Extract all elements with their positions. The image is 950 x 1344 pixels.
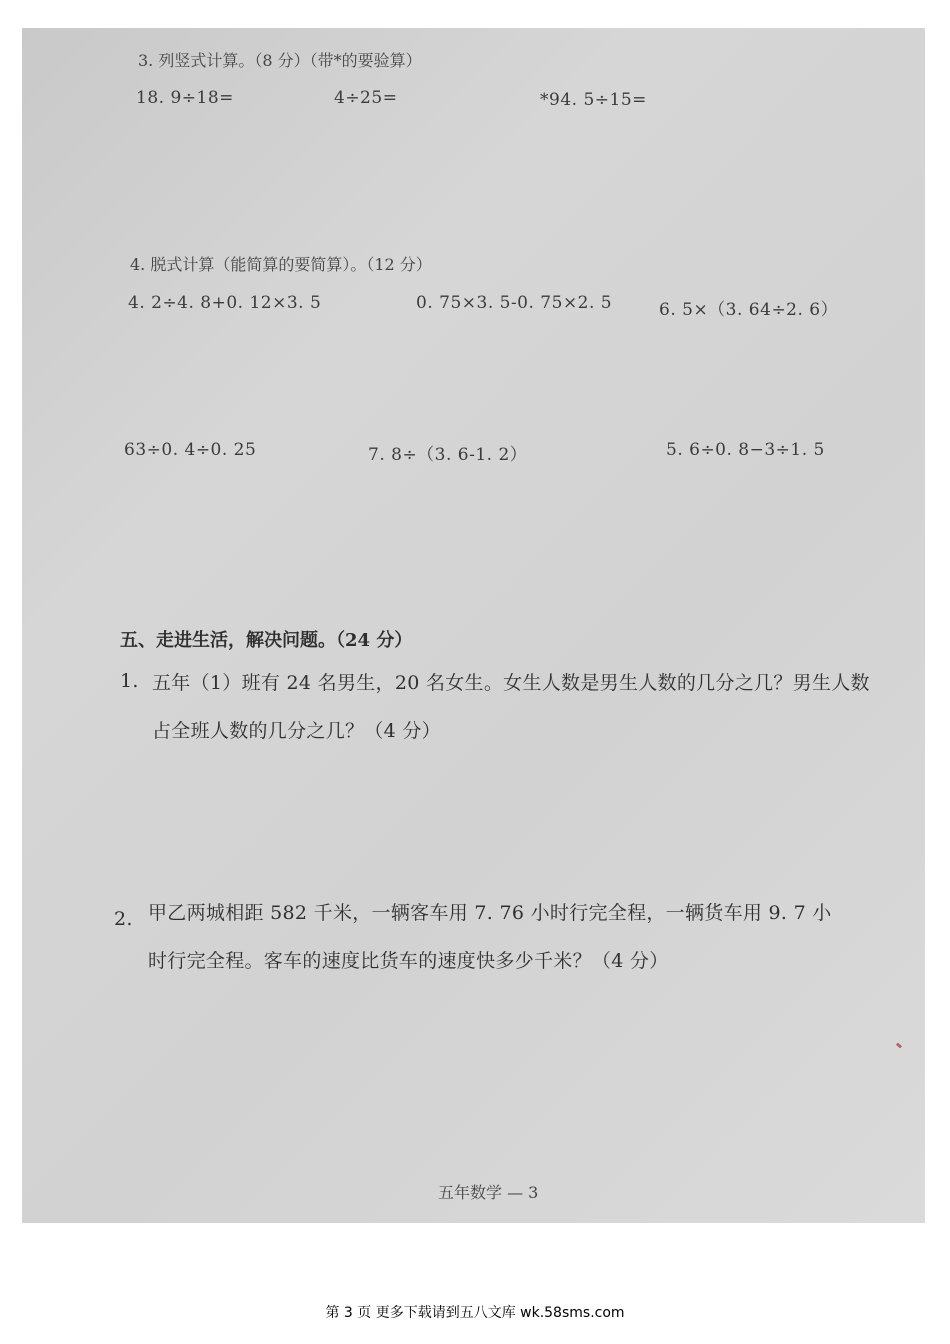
ink-speck — [896, 1042, 903, 1048]
site-footer: 第 3 页 更多下载请到五八文库 wk.58sms.com — [325, 1305, 625, 1321]
problem2-number: 2. — [114, 908, 133, 930]
section4-expression-2: 0. 75×3. 5-0. 75×2. 5 — [416, 293, 613, 313]
section3-expression-2: 4÷25= — [334, 88, 398, 108]
problem1-line2: 占全班人数的几分之几？（4 分） — [152, 720, 441, 742]
section3-expression-3: *94. 5÷15= — [540, 90, 647, 110]
section3-expression-1: 18. 9÷18= — [136, 88, 234, 108]
section5-title: 五、走进生活，解决问题。（24 分） — [120, 630, 413, 651]
section4-expression-5: 7. 8÷（3. 6-1. 2） — [368, 445, 528, 465]
section4-expression-1: 4. 2÷4. 8+0. 12×3. 5 — [128, 293, 322, 313]
section4-expression-4: 63÷0. 4÷0. 25 — [124, 440, 257, 460]
page-number-footer: 五年数学 — 3 — [438, 1183, 539, 1202]
problem1-line1: 五年（1）班有 24 名男生，20 名女生。女生人数是男生人数的几分之几？男生人数 — [152, 672, 870, 694]
problem2-line2: 时行完全程。客车的速度比货车的速度快多少千米？（4 分） — [148, 950, 669, 972]
section4-title: 4. 脱式计算（能简算的要简算）。（12 分） — [130, 255, 432, 274]
section4-expression-3: 6. 5×（3. 64÷2. 6） — [659, 300, 839, 320]
scanned-page — [22, 28, 925, 1223]
problem1-number: 1. — [120, 670, 139, 692]
section3-title: 3. 列竖式计算。（8 分）（带*的要验算） — [138, 51, 422, 70]
problem2-line1: 甲乙两城相距 582 千米，一辆客车用 7. 76 小时行完全程，一辆货车用 9. 7 小 — [148, 902, 832, 924]
section4-expression-6: 5. 6÷0. 8−3÷1. 5 — [666, 440, 825, 460]
